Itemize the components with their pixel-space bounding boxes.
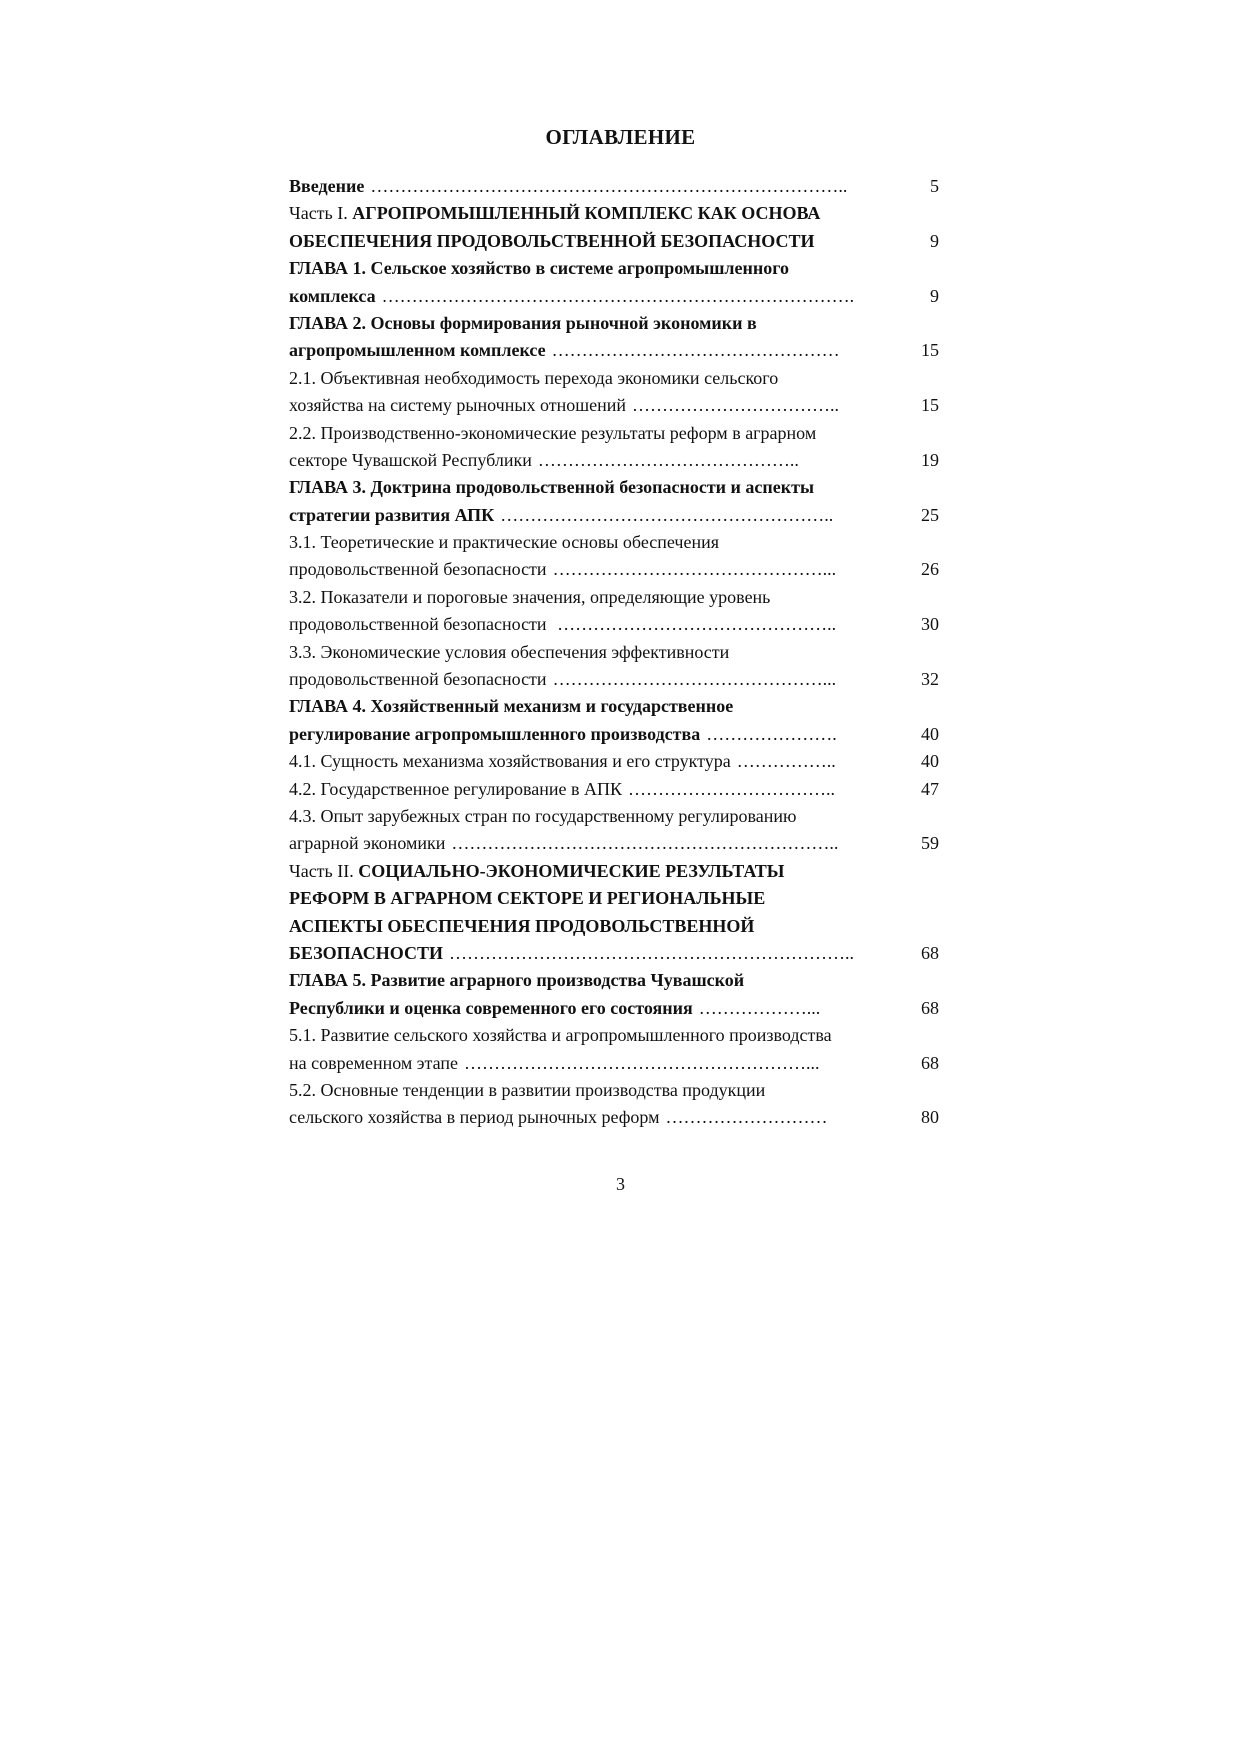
toc-entry-label: 4.2. Государственное регулирование в АПК xyxy=(289,778,622,799)
toc-entry-label: сельского хозяйства в период рыночных реформ xyxy=(289,1107,660,1128)
dot-leader: ………………………………………………………….. xyxy=(448,942,854,963)
toc-entry-text xyxy=(289,830,445,857)
toc-entry-label-bold: ОБЕСПЕЧЕНИЯ ПРОДОВОЛЬСТВЕННОЙ БЕЗОПАСНОСТИ xyxy=(289,230,815,251)
toc-entry xyxy=(289,255,939,310)
toc-entry-line xyxy=(289,556,939,583)
toc-page-number: 9 xyxy=(930,285,939,306)
dot-leader: ………………………………………... xyxy=(552,669,837,690)
toc-entry-text xyxy=(289,748,731,775)
toc-entry-line xyxy=(289,885,939,912)
toc-entry-text xyxy=(289,1104,660,1131)
toc-entry-line xyxy=(289,995,939,1022)
toc-entry-text xyxy=(289,173,364,200)
dot-leader: …………………………………….. xyxy=(537,449,799,470)
toc-entry xyxy=(289,310,939,365)
dot-leader: …………………………….. xyxy=(631,395,839,416)
toc-entry-line xyxy=(289,776,939,803)
toc-entry xyxy=(289,693,939,748)
toc-entry-line xyxy=(289,502,939,529)
toc-entry-text xyxy=(289,967,744,994)
toc-entry-line xyxy=(289,173,939,200)
toc-entry-label: 3.3. Экономические условия обеспечения эффективности xyxy=(289,641,730,662)
toc-entry-text xyxy=(289,337,546,364)
toc-entry-line xyxy=(289,365,939,392)
toc-entry-text xyxy=(289,1022,832,1049)
toc-page-number: 25 xyxy=(921,504,939,525)
toc-entry-label: 2.1. Объективная необходимость перехода экономики сельского xyxy=(289,367,779,388)
toc-entry xyxy=(289,748,939,775)
toc-entry-label-bold: БЕЗОПАСНОСТИ xyxy=(289,942,443,963)
toc-entry-text xyxy=(289,803,796,830)
toc-entry-line xyxy=(289,420,939,447)
toc-entry-text xyxy=(289,420,816,447)
toc-entry-line xyxy=(289,337,939,364)
toc-entry-line xyxy=(289,858,939,885)
toc-entry-line xyxy=(289,474,939,501)
toc-entry-label: секторе Чувашской Республики xyxy=(289,449,532,470)
toc-entry-line xyxy=(289,721,939,748)
toc-entry xyxy=(289,173,939,200)
toc-entry-label-bold: Введение xyxy=(289,176,365,196)
toc-entry-label-bold: ГЛАВА 2. Основы формирования рыночной экономики в xyxy=(289,312,757,333)
toc-entry-text xyxy=(289,365,778,392)
toc-entry-label-bold: стратегии развития АПК xyxy=(289,504,495,525)
toc-entry-label: продовольственной безопасности xyxy=(289,559,547,580)
toc-entry xyxy=(289,584,939,639)
toc-entry-label: 4.1. Сущность механизма хозяйствования и его структура xyxy=(289,751,731,772)
toc-entry-label-bold: АГРОПРОМЫШЛЕННЫЙ КОМПЛЕКС КАК ОСНОВА xyxy=(352,203,821,224)
toc-entry xyxy=(289,420,939,475)
toc-entry-text xyxy=(289,639,729,666)
toc-entry-line xyxy=(289,940,939,967)
toc-entry-text xyxy=(289,721,700,748)
toc-entry-text xyxy=(289,584,770,611)
toc-page-number: 68 xyxy=(921,942,939,963)
toc-entry-line xyxy=(289,967,939,994)
toc-entry xyxy=(289,776,939,803)
toc-entry xyxy=(289,1022,939,1077)
toc-entry-text xyxy=(289,913,754,940)
toc-entry-text xyxy=(289,502,494,529)
toc-entry-line xyxy=(289,748,939,775)
toc-entry-label-bold: Республики и оценка современного его состояния xyxy=(289,997,693,1018)
toc-entry xyxy=(289,200,939,255)
dot-leader: ……………………………………….. xyxy=(557,614,837,635)
toc-entry-text xyxy=(289,1050,458,1077)
dot-leader: ……………………………………………….. xyxy=(500,504,834,525)
toc-entry-text xyxy=(289,776,622,803)
toc-entry-text xyxy=(289,200,820,227)
toc-entry-label: аграрной экономики xyxy=(289,833,446,854)
toc-entry-label-bold: ГЛАВА 3. Доктрина продовольственной безопасности и аспекты xyxy=(289,477,815,498)
toc-entry xyxy=(289,858,939,968)
toc-entry-text xyxy=(289,611,551,638)
dot-leader: ……………………………………………………………………. xyxy=(381,285,855,306)
toc-page-number: 19 xyxy=(921,449,939,470)
toc-entry-label: 3.1. Теоретические и практические основы обеспечения xyxy=(289,532,720,553)
page-number: 3 xyxy=(616,1174,625,1194)
toc-entry-line xyxy=(289,830,939,857)
toc-entry-label-bold: АСПЕКТЫ ОБЕСПЕЧЕНИЯ ПРОДОВОЛЬСТВЕННОЙ xyxy=(289,915,755,936)
toc-page-number: 40 xyxy=(921,723,939,744)
toc-entry xyxy=(289,803,939,858)
dot-leader: …………….. xyxy=(736,751,836,772)
toc-entry-label: 4.3. Опыт зарубежных стран по государственному регулированию xyxy=(289,805,797,826)
toc-entry-text xyxy=(289,940,443,967)
dot-leader: ………………………………………... xyxy=(552,559,837,580)
toc-entry-line xyxy=(289,283,939,310)
toc-entry-line xyxy=(289,666,939,693)
toc-entry-text xyxy=(289,1077,765,1104)
toc-page-number: 59 xyxy=(921,833,939,854)
toc-entry-text xyxy=(289,283,376,310)
toc-entry xyxy=(289,365,939,420)
toc-entry-line xyxy=(289,529,939,556)
toc-entry-text xyxy=(289,392,626,419)
toc-entry-line xyxy=(289,1104,939,1131)
toc-entry-line xyxy=(289,611,939,638)
toc-entry-line xyxy=(289,228,939,255)
toc-entry-line xyxy=(289,1050,939,1077)
dot-leader: …………………………………………………... xyxy=(463,1052,820,1073)
toc-entry-label: Часть II. xyxy=(289,860,359,881)
toc-entry-line xyxy=(289,693,939,720)
toc-page-number: 80 xyxy=(921,1107,939,1128)
toc-page-number: 26 xyxy=(921,559,939,580)
toc-page-number: 30 xyxy=(921,614,939,635)
toc-entry-text xyxy=(289,556,547,583)
toc-entry-label: 5.1. Развитие сельского хозяйства и агропромышленного производства xyxy=(289,1025,832,1046)
toc-entry xyxy=(289,474,939,529)
toc-page-number: 47 xyxy=(921,778,939,799)
toc-entry-label: Часть I. xyxy=(289,203,353,224)
toc-entry-line xyxy=(289,803,939,830)
dot-leader: …………………………….. xyxy=(627,778,835,799)
toc-entry-label-bold: агропромышленном комплексе xyxy=(289,340,546,361)
toc-entry-label-bold: СОЦИАЛЬНО-ЭКОНОМИЧЕСКИЕ РЕЗУЛЬТАТЫ xyxy=(358,860,785,881)
toc-entry-label-bold: регулирование агропромышленного производства xyxy=(289,723,701,744)
toc-entry-label: продовольственной безопасности xyxy=(289,669,547,690)
toc-entry-line xyxy=(289,584,939,611)
toc-entry-label-bold: ГЛАВА 4. Хозяйственный механизм и государственное xyxy=(289,696,734,717)
toc-entry-line xyxy=(289,1077,939,1104)
toc-entry-text xyxy=(289,255,789,282)
toc-entry-label: продовольственной безопасности xyxy=(289,614,552,635)
dot-leader: ………………………………………… xyxy=(551,340,840,361)
toc-entry-line xyxy=(289,639,939,666)
dot-leader: ……………………… xyxy=(665,1107,828,1128)
toc-entry-label: 3.2. Показатели и пороговые значения, определяющие уровень xyxy=(289,586,771,607)
toc-page-number: 32 xyxy=(921,669,939,690)
toc-entry-text xyxy=(289,693,733,720)
toc-page-number: 15 xyxy=(921,340,939,361)
toc-entry-text xyxy=(289,228,814,255)
dot-leader: …………………………………………………………………….. xyxy=(370,176,848,196)
toc-page-number: 68 xyxy=(921,997,939,1018)
dot-leader: ………………... xyxy=(698,997,821,1018)
toc-page-number: 15 xyxy=(921,395,939,416)
toc-entry xyxy=(289,529,939,584)
toc-entry-text xyxy=(289,529,719,556)
toc-entry-label-bold: комплекса xyxy=(289,285,376,306)
toc-entry-line xyxy=(289,447,939,474)
toc-page-number: 40 xyxy=(921,751,939,772)
toc-entry-line xyxy=(289,1022,939,1049)
toc-entry xyxy=(289,639,939,694)
toc-entry-label: хозяйства на систему рыночных отношений xyxy=(289,395,626,416)
toc-entry-line xyxy=(289,255,939,282)
toc-entry-text xyxy=(289,858,784,885)
toc-page-number: 5 xyxy=(930,176,939,196)
dot-leader: …………………. xyxy=(706,723,837,744)
toc-page-number: 9 xyxy=(930,230,939,251)
dot-leader: ……………………………………………………….. xyxy=(451,833,839,854)
toc-entry-text xyxy=(289,885,765,912)
page-title: ОГЛАВЛЕНИЕ xyxy=(545,125,696,149)
toc-entry-line xyxy=(289,200,939,227)
toc-entry-text xyxy=(289,666,547,693)
toc-entry-text xyxy=(289,995,693,1022)
toc-entry xyxy=(289,967,939,1022)
toc-entry-label-bold: РЕФОРМ В АГРАРНОМ СЕКТОРЕ И РЕГИОНАЛЬНЫЕ xyxy=(289,888,766,909)
table-of-contents xyxy=(289,173,939,1132)
toc-entry-label: на современном этапе xyxy=(289,1052,458,1073)
toc-entry-line xyxy=(289,392,939,419)
toc-entry-label-bold: ГЛАВА 5. Развитие аграрного производства Чувашской xyxy=(289,970,745,991)
toc-entry-label-bold: ГЛАВА 1. Сельское хозяйство в системе агропромышленного xyxy=(289,258,789,279)
toc-entry-label: 2.2. Производственно-экономические результаты реформ в аграрном xyxy=(289,422,817,443)
toc-entry-label: 5.2. Основные тенденции в развитии производства продукции xyxy=(289,1079,766,1100)
toc-page-number: 68 xyxy=(921,1052,939,1073)
toc-entry-line xyxy=(289,310,939,337)
toc-entry-text xyxy=(289,447,532,474)
toc-entry-line xyxy=(289,913,939,940)
toc-entry xyxy=(289,1077,939,1132)
toc-entry-text xyxy=(289,310,757,337)
toc-entry-text xyxy=(289,474,814,501)
